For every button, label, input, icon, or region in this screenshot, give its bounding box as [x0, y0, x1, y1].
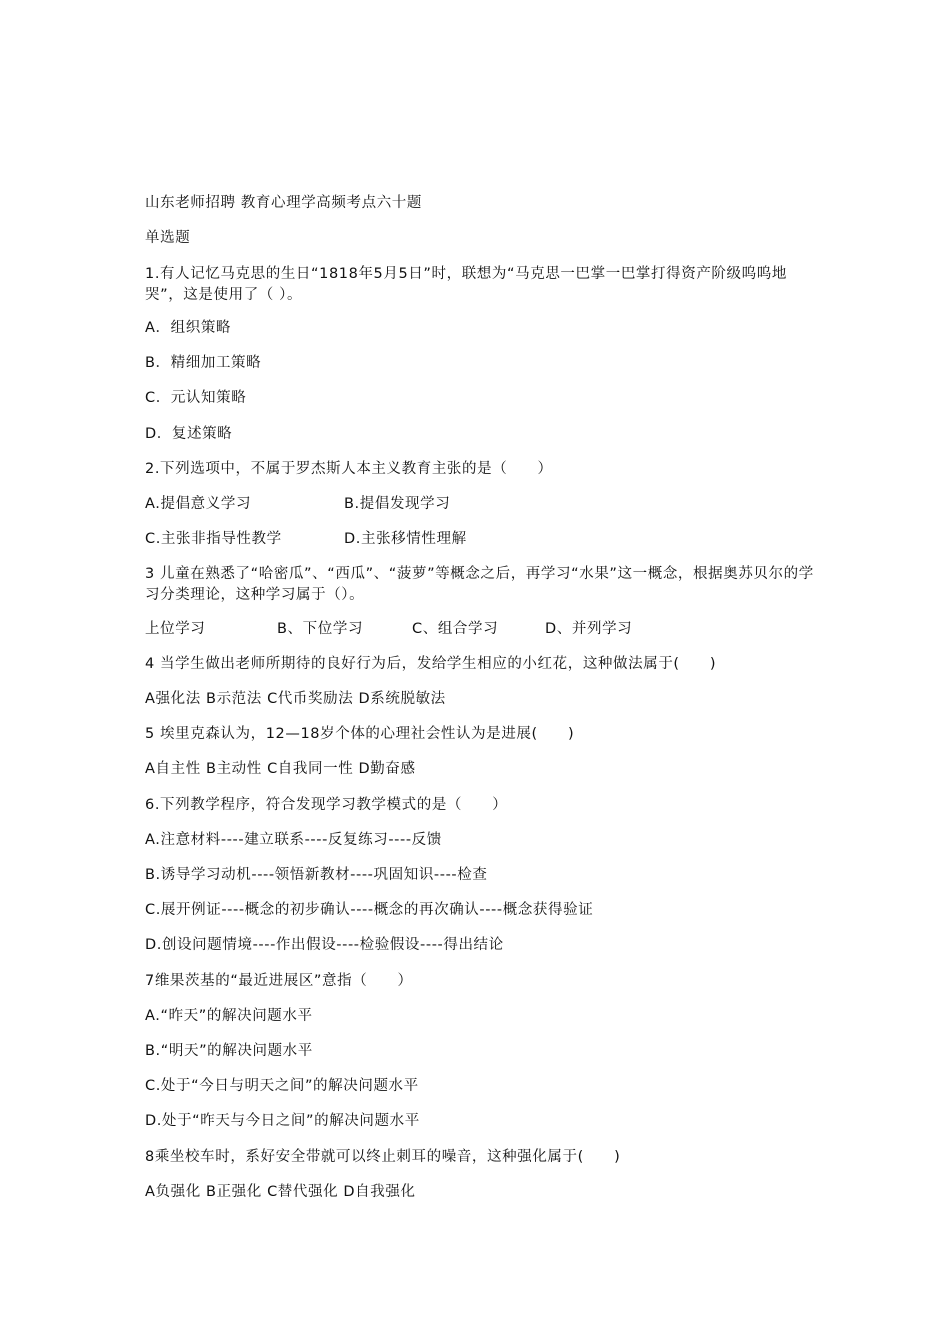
question-3-option-b: B、下位学习: [277, 621, 364, 637]
question-3-option-d: D、并列学习: [545, 621, 633, 637]
document-title: 山东老师招聘 教育心理学高频考点六十题: [145, 195, 423, 211]
question-1-option-c: C．元认知策略: [145, 390, 247, 406]
question-7-option-a: A.“昨天”的解决问题水平: [145, 1008, 313, 1024]
section-heading: 单选题: [145, 230, 191, 246]
question-2-option-a: A.提倡意义学习: [145, 496, 252, 512]
question-8-options: A负强化 B正强化 C替代强化 D自我强化: [145, 1184, 416, 1200]
question-5-options: A自主性 B主动性 C自我同一性 D勤奋感: [145, 761, 416, 777]
question-6-option-a: A.注意材料----建立联系----反复练习----反馈: [145, 832, 442, 848]
question-1-stem: 1.有人记忆马克思的生日“1818年5月5日”时，联想为“马克思一巴掌一巴掌打得资产阶级呜呜地哭”，这是使用了（ ）。: [145, 266, 787, 303]
question-3-option-a: 上位学习: [145, 621, 206, 637]
question-2-option-c: C.主张非指导性教学: [145, 531, 282, 547]
question-1-option-a: A．组织策略: [145, 320, 232, 336]
question-1-option-b: B．精细加工策略: [145, 355, 262, 371]
question-6-option-c: C.展开例证----概念的初步确认----概念的再次确认----概念获得验证: [145, 902, 594, 918]
question-3-stem: 3 儿童在熟悉了“哈密瓜”、“西瓜”、“菠萝”等概念之后，再学习“水果”这一概念，根据奥苏贝尔的学习分类理论，这种学习属于（）。: [145, 566, 814, 603]
question-7-option-b: B.“明天”的解决问题水平: [145, 1043, 313, 1059]
question-2-option-d: D.主张移情性理解: [344, 531, 467, 547]
question-8-stem: 8乘坐校车时，系好安全带就可以终止刺耳的噪音，这种强化属于( ): [145, 1149, 621, 1165]
question-5-stem: 5 埃里克森认为，12—18岁个体的心理社会性认为是进展( ): [145, 726, 575, 742]
question-2-stem: 2.下列选项中，不属于罗杰斯人本主义教育主张的是（ ）: [145, 461, 553, 477]
question-6-option-d: D.创设问题情境----作出假设----检验假设----得出结论: [145, 937, 504, 953]
question-4-stem: 4 当学生做出老师所期待的良好行为后，发给学生相应的小红花，这种做法属于( ): [145, 656, 717, 672]
question-6-option-b: B.诱导学习动机----领悟新教材----巩固知识----检查: [145, 867, 488, 883]
question-3-option-c: C、组合学习: [412, 621, 499, 637]
question-4-options: A强化法 B示范法 C代币奖励法 D系统脱敏法: [145, 691, 446, 707]
question-1-option-d: D．复述策略: [145, 426, 233, 442]
question-7-option-c: C.处于“今日与明天之间”的解决问题水平: [145, 1078, 419, 1094]
question-2-option-b: B.提倡发现学习: [344, 496, 451, 512]
question-7-option-d: D.处于“昨天与今日之间”的解决问题水平: [145, 1113, 420, 1129]
question-6-stem: 6.下列教学程序，符合发现学习教学模式的是（ ）: [145, 797, 508, 813]
question-7-stem: 7维果茨基的“最近进展区”意指（ ）: [145, 973, 413, 989]
